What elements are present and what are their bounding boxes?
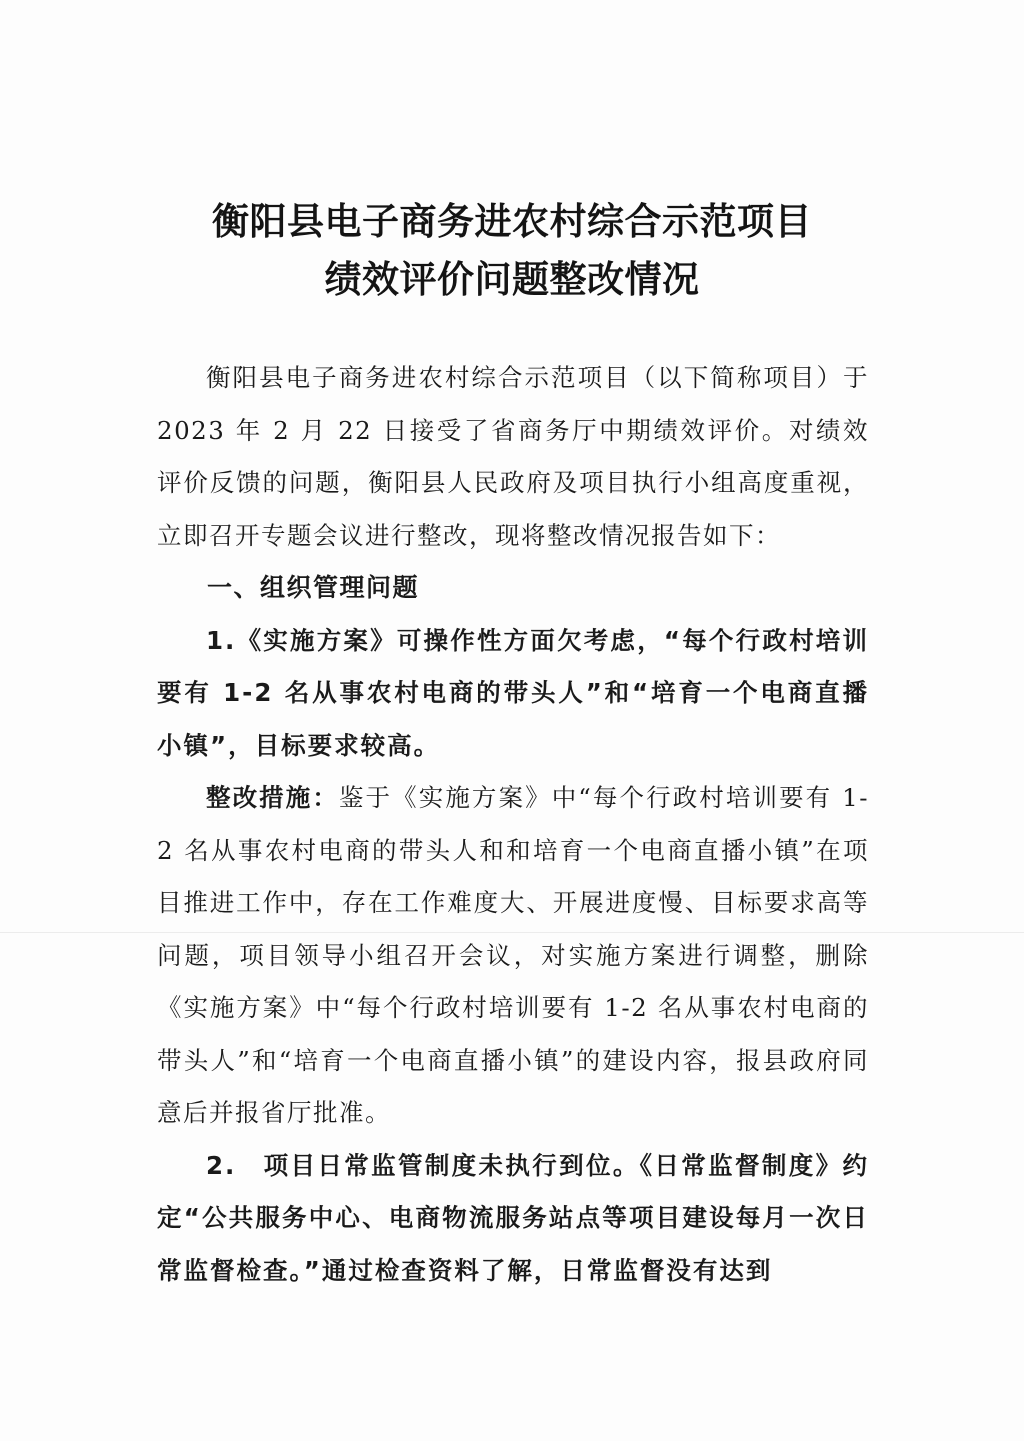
- measure-label: 整改措施：: [206, 783, 339, 812]
- scan-artifact-line: [0, 932, 1024, 933]
- measure-text: 鉴于《实施方案》中“每个行政村培训要有 1-2 名从事农村电商的带头人和和培育一个电商直播小镇”在项目推进工作中，存在工作难度大、开展进度慢、目标要求高等问题，项目领导小组召开会议，对实施方案进行调整，删除《实施方案》中“每个行政村培训要有 1-2 名从事农村电商的带头人”和“培育一个电商直播小镇”的建设内容，报县政府同意后并报省厅批准。: [157, 783, 869, 1127]
- document-body: [157, 352, 869, 1297]
- measure-1-paragraph: [157, 772, 869, 1140]
- title-line-2: 绩效评价问题整改情况: [324, 257, 700, 301]
- document-title: [0, 192, 1024, 308]
- section-heading: 一、组织管理问题: [207, 573, 420, 602]
- title-line-1: 衡阳县电子商务进农村综合示范项目: [212, 199, 812, 243]
- issue-2-paragraph: 2. 项目日常监管制度未执行到位。《日常监督制度》约定“公共服务中心、电商物流服务站点等项目建设每月一次日常监督检查。”通过检查资料了解，日常监督没有达到: [157, 1150, 869, 1285]
- issue-1-paragraph: 1.《实施方案》可操作性方面欠考虑，“每个行政村培训要有 1-2 名从事农村电商的带头人”和“培育一个电商直播小镇”，目标要求较高。: [157, 625, 869, 760]
- intro-paragraph: 衡阳县电子商务进农村综合示范项目（以下简称项目）于 2023 年 2 月 22 日接受了省商务厅中期绩效评价。对绩效评价反馈的问题，衡阳县人民政府及项目执行小组高度重视，立即召开专题会议进行整改，现将整改情况报告如下：: [157, 363, 869, 550]
